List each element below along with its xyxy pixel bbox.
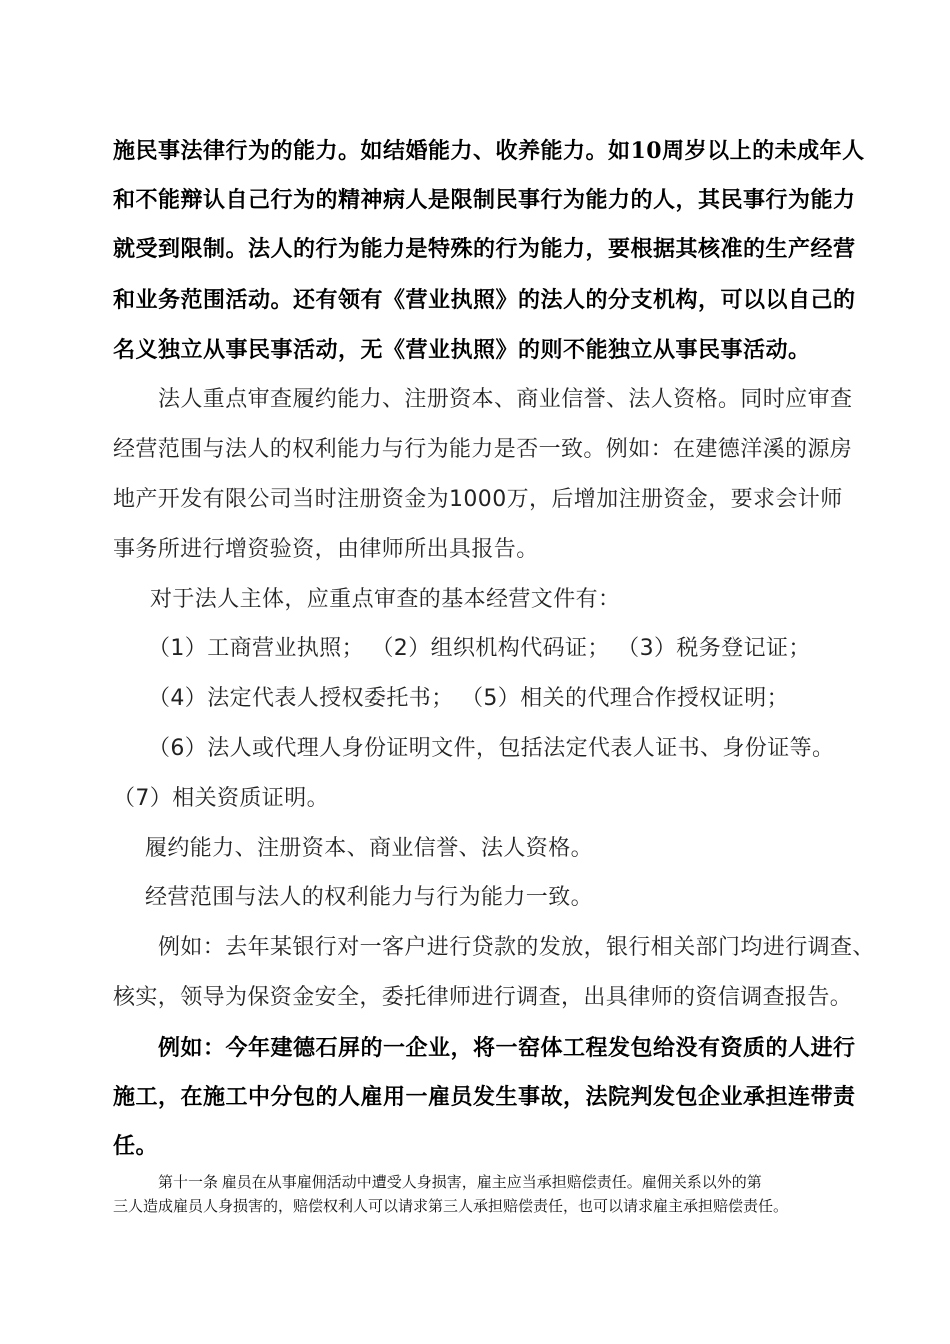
- paragraph2-line-1: 法人重点审查履约能力、注册资本、商业信誉、法人资格。同时应审查: [158, 387, 853, 412]
- example2-line-1: 例如：今年建德石屏的一企业，将一窑体工程发包给没有资质的人进行: [158, 1035, 856, 1061]
- summary-line-2: 经营范围与法人的权利能力与行为能力一致。: [145, 885, 594, 910]
- example1-line-2: 核实，领导为保资金安全，委托律师进行调查，出具律师的资信调查报告。: [113, 985, 853, 1010]
- documents-line-3: （6）法人或代理人身份证明文件，包括法定代表人证书、身份证等。: [148, 736, 835, 761]
- article-line-2: 三人造成雇员人身损害的，赔偿权利人可以请求第三人承担赔偿责任，也可以请求雇主承担赔偿责任。: [113, 1199, 789, 1215]
- documents-line-1: （1）工商营业执照； （2）组织机构代码证； （3）税务登记证；: [148, 636, 811, 661]
- documents-intro: 对于法人主体，应重点审查的基本经营文件有：: [150, 587, 621, 612]
- example2-line-2: 施工，在施工中分包的人雇用一雇员发生事故，法院判发包企业承担连带责: [113, 1084, 856, 1110]
- paragraph2-line-3: 地产开发有限公司当时注册资金为1000万，后增加注册资金，要求会计师: [113, 487, 843, 512]
- article-line-1: 第十一条 雇员在从事雇佣活动中遭受人身损害，雇主应当承担赔偿责任。雇佣关系以外的第: [158, 1175, 762, 1191]
- paragraph2-line-2: 经营范围与法人的权利能力与行为能力是否一致。例如：在建德洋溪的源房: [113, 437, 853, 462]
- example2-line-3: 任。: [113, 1133, 159, 1159]
- paragraph2-line-4: 事务所进行增资验资，由律师所出具报告。: [113, 537, 539, 562]
- paragraph1-line-2: 和不能辩认自己行为的精神病人是限制民事行为能力的人，其民事行为能力: [113, 187, 856, 213]
- example1-line-1: 例如：去年某银行对一客户进行贷款的发放，银行相关部门均进行调查、: [158, 935, 875, 960]
- paragraph1-line-4: 和业务范围活动。还有领有《营业执照》的法人的分支机构，可以以自己的: [113, 287, 856, 313]
- paragraph1-line-5: 名义独立从事民事活动，无《营业执照》的则不能独立从事民事活动。: [113, 337, 811, 363]
- documents-line-4: （7）相关资质证明。: [113, 786, 329, 811]
- summary-line-1: 履约能力、注册资本、商业信誉、法人资格。: [145, 836, 594, 861]
- documents-line-2: （4）法定代表人授权委托书； （5）相关的代理合作授权证明；: [148, 686, 789, 711]
- paragraph1-line-1: 施民事法律行为的能力。如结婚能力、收养能力。如10周岁以上的未成年人: [113, 138, 865, 164]
- paragraph1-line-3: 就受到限制。法人的行为能力是特殊的行为能力，要根据其核准的生产经营: [113, 236, 856, 262]
